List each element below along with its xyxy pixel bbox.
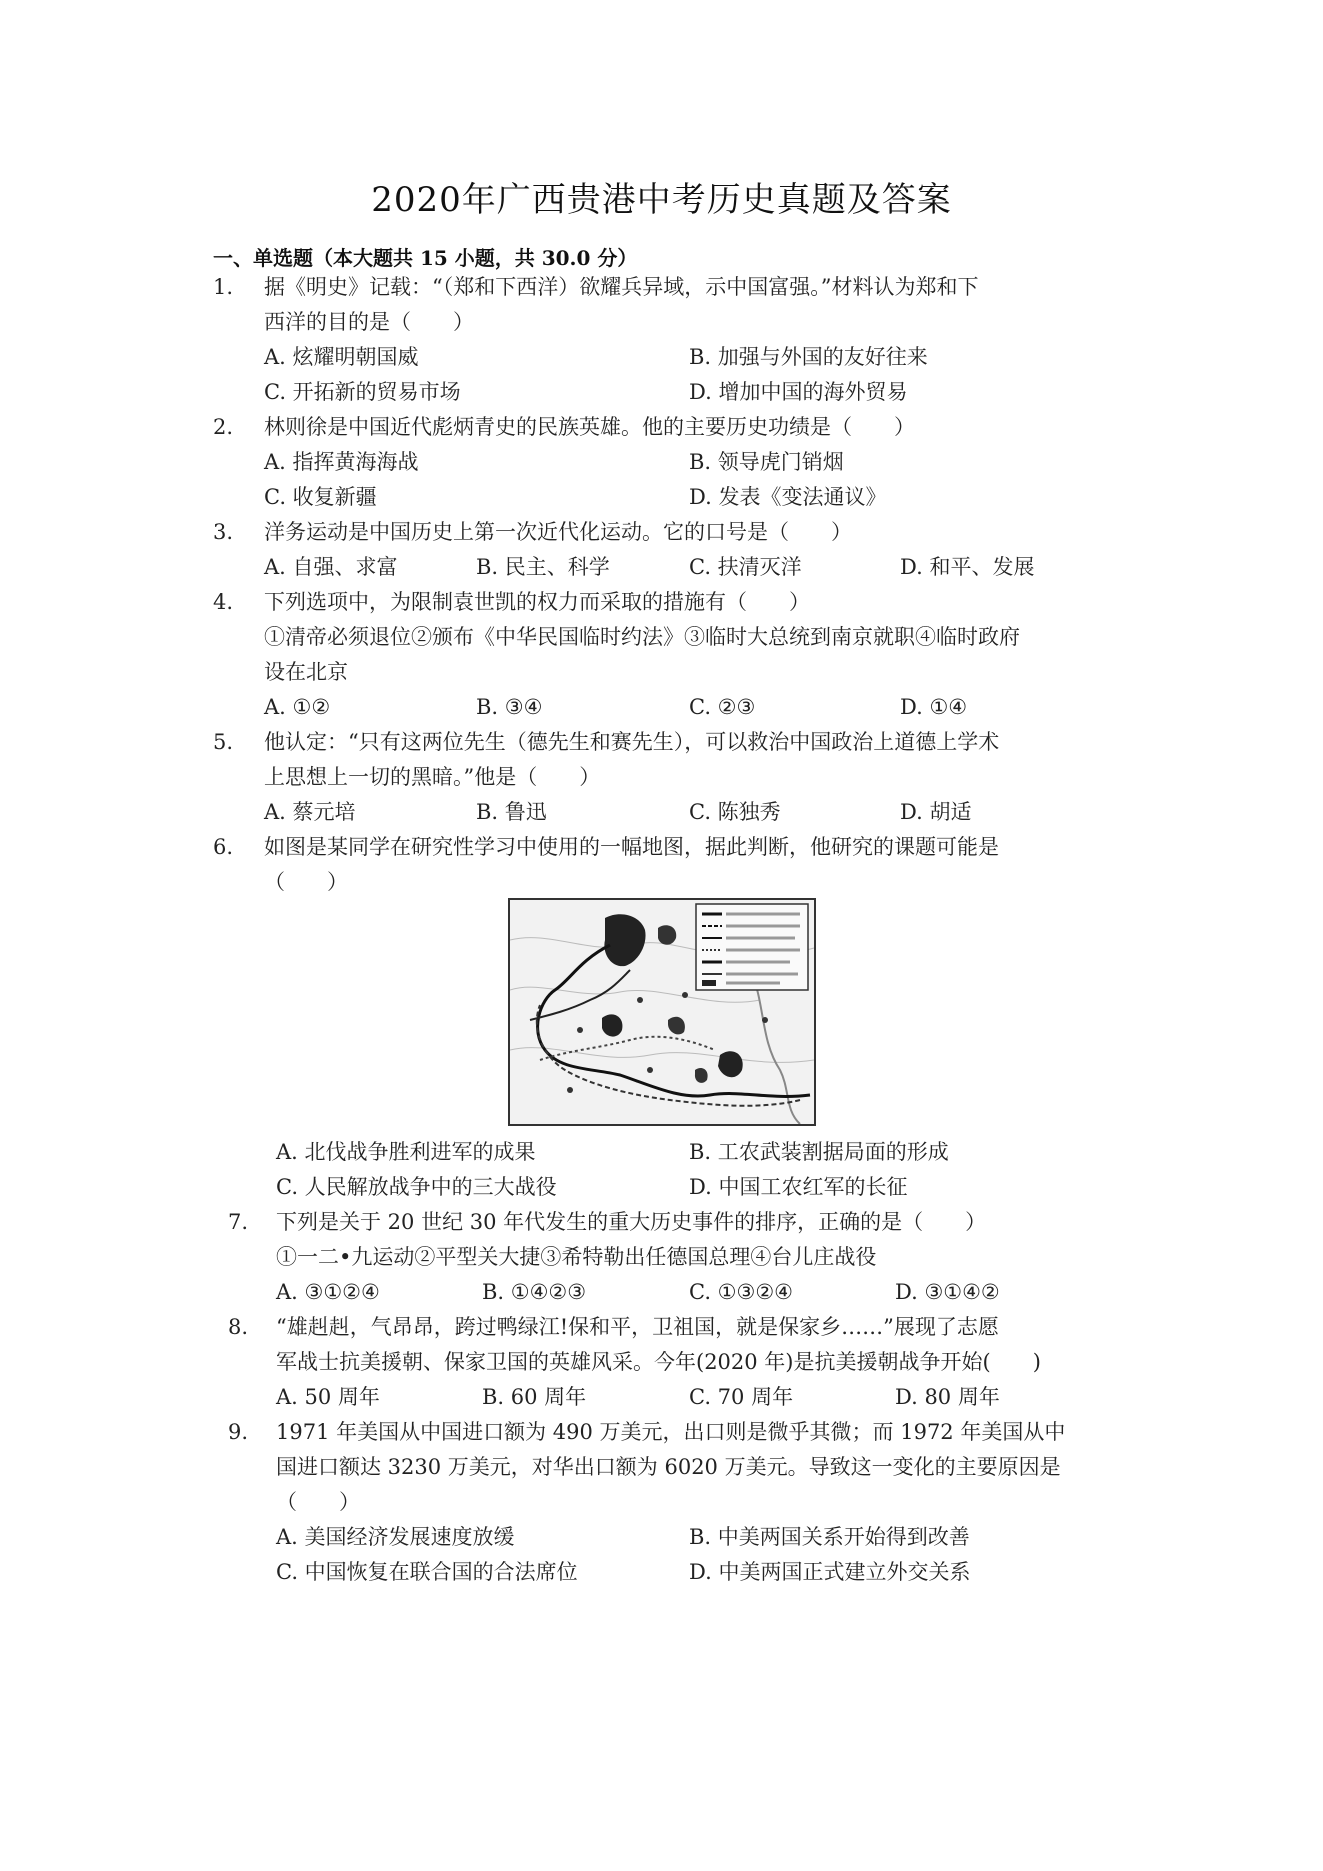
- option-d[interactable]: D. ③①④②: [895, 1280, 1000, 1304]
- question-stem: 下列是关于 20 世纪 30 年代发生的重大历史事件的排序，正确的是（ ）: [276, 1210, 987, 1234]
- question-stem: 如图是某同学在研究性学习中使用的一幅地图，据此判断，他研究的课题可能是: [264, 835, 999, 859]
- question-stem: 1971 年美国从中国进口额为 490 万美元，出口则是微乎其微；而 1972 年美国从中: [276, 1420, 1066, 1444]
- question-number: 6.: [213, 835, 234, 859]
- question-stem: 林则徐是中国近代彪炳青史的民族英雄。他的主要历史功绩是（ ）: [264, 415, 915, 439]
- question-stem: 军战士抗美援朝、保家卫国的英雄风采。今年(2020 年)是抗美援朝战争开始( ): [276, 1350, 1041, 1374]
- question-stem: 洋务运动是中国历史上第一次近代化运动。它的口号是（ ）: [264, 520, 852, 544]
- question-stem: 西洋的目的是（ ）: [264, 310, 474, 334]
- option-c[interactable]: C. 陈独秀: [689, 800, 781, 824]
- page-title: 2020年广西贵港中考历史真题及答案: [371, 180, 952, 220]
- question-number: 8.: [228, 1315, 249, 1339]
- option-d[interactable]: D. 胡适: [900, 800, 972, 824]
- option-d[interactable]: D. 增加中国的海外贸易: [689, 380, 908, 404]
- option-a[interactable]: A. 50 周年: [276, 1385, 380, 1409]
- option-d[interactable]: D. 80 周年: [895, 1385, 1000, 1409]
- option-b[interactable]: B. ③④: [476, 695, 543, 719]
- option-c[interactable]: C. 中国恢复在联合国的合法席位: [276, 1560, 578, 1584]
- map-figure: [508, 898, 816, 1126]
- question-stem: 国进口额达 3230 万美元，对华出口额为 6020 万美元。导致这一变化的主要原因是: [276, 1455, 1061, 1479]
- question-number: 2.: [213, 415, 234, 439]
- question-stem: “雄赳赳，气昂昂，跨过鸭绿江!保和平，卫祖国，就是保家乡……”展现了志愿: [276, 1315, 999, 1339]
- question-number: 4.: [213, 590, 234, 614]
- option-c[interactable]: C. 人民解放战争中的三大战役: [276, 1175, 557, 1199]
- question-stem: （ ）: [276, 1490, 360, 1514]
- option-d[interactable]: D. 和平、发展: [900, 555, 1035, 579]
- option-a[interactable]: A. ①②: [264, 695, 331, 719]
- option-b[interactable]: B. 鲁迅: [476, 800, 547, 824]
- question-stem: （ ）: [264, 870, 348, 894]
- option-b[interactable]: B. 中美两国关系开始得到改善: [689, 1525, 970, 1549]
- question-stem: 上思想上一切的黑暗。”他是（ ）: [264, 765, 601, 789]
- option-d[interactable]: D. ①④: [900, 695, 968, 719]
- option-a[interactable]: A. 蔡元培: [264, 800, 356, 824]
- question-stem: 他认定：“只有这两位先生（德先生和赛先生），可以救治中国政治上道德上学术: [264, 730, 1000, 754]
- option-b[interactable]: B. 60 周年: [482, 1385, 587, 1409]
- option-a[interactable]: A. 北伐战争胜利进军的成果: [276, 1140, 536, 1164]
- option-a[interactable]: A. 炫耀明朝国威: [264, 345, 419, 369]
- option-b[interactable]: B. 工农武装割据局面的形成: [689, 1140, 949, 1164]
- option-c[interactable]: C. 70 周年: [689, 1385, 794, 1409]
- question-stem: 设在北京: [264, 660, 348, 684]
- option-b[interactable]: B. 民主、科学: [476, 555, 610, 579]
- option-b[interactable]: B. 加强与外国的友好往来: [689, 345, 928, 369]
- question-number: 9.: [228, 1420, 249, 1444]
- question-number: 7.: [228, 1210, 249, 1234]
- question-stem: ①一二•九运动②平型关大捷③希特勒出任德国总理④台儿庄战役: [276, 1245, 877, 1269]
- question-number: 5.: [213, 730, 234, 754]
- question-number: 1.: [213, 275, 234, 299]
- option-b[interactable]: B. 领导虎门销烟: [689, 450, 844, 474]
- historical-map-image: [510, 900, 814, 1124]
- option-b[interactable]: B. ①④②③: [482, 1280, 587, 1304]
- option-d[interactable]: D. 发表《变法通议》: [689, 485, 887, 509]
- question-stem: 据《明史》记载：“（郑和下西洋）欲耀兵异域，示中国富强。”材料认为郑和下: [264, 275, 979, 299]
- option-d[interactable]: D. 中美两国正式建立外交关系: [689, 1560, 971, 1584]
- option-c[interactable]: C. ①③②④: [689, 1280, 793, 1304]
- option-c[interactable]: C. 开拓新的贸易市场: [264, 380, 461, 404]
- option-a[interactable]: A. ③①②④: [276, 1280, 380, 1304]
- option-d[interactable]: D. 中国工农红军的长征: [689, 1175, 908, 1199]
- question-stem: 下列选项中，为限制袁世凯的权力而采取的措施有（ ）: [264, 590, 810, 614]
- option-a[interactable]: A. 美国经济发展速度放缓: [276, 1525, 515, 1549]
- option-c[interactable]: C. 扶清灭洋: [689, 555, 802, 579]
- question-stem: ①清帝必须退位②颁布《中华民国临时约法》③临时大总统到南京就职④临时政府: [264, 625, 1020, 649]
- option-a[interactable]: A. 指挥黄海海战: [264, 450, 419, 474]
- option-c[interactable]: C. ②③: [689, 695, 756, 719]
- question-number: 3.: [213, 520, 234, 544]
- option-c[interactable]: C. 收复新疆: [264, 485, 377, 509]
- section-heading: 一、单选题（本大题共 15 小题，共 30.0 分）: [213, 246, 638, 270]
- option-a[interactable]: A. 自强、求富: [264, 555, 398, 579]
